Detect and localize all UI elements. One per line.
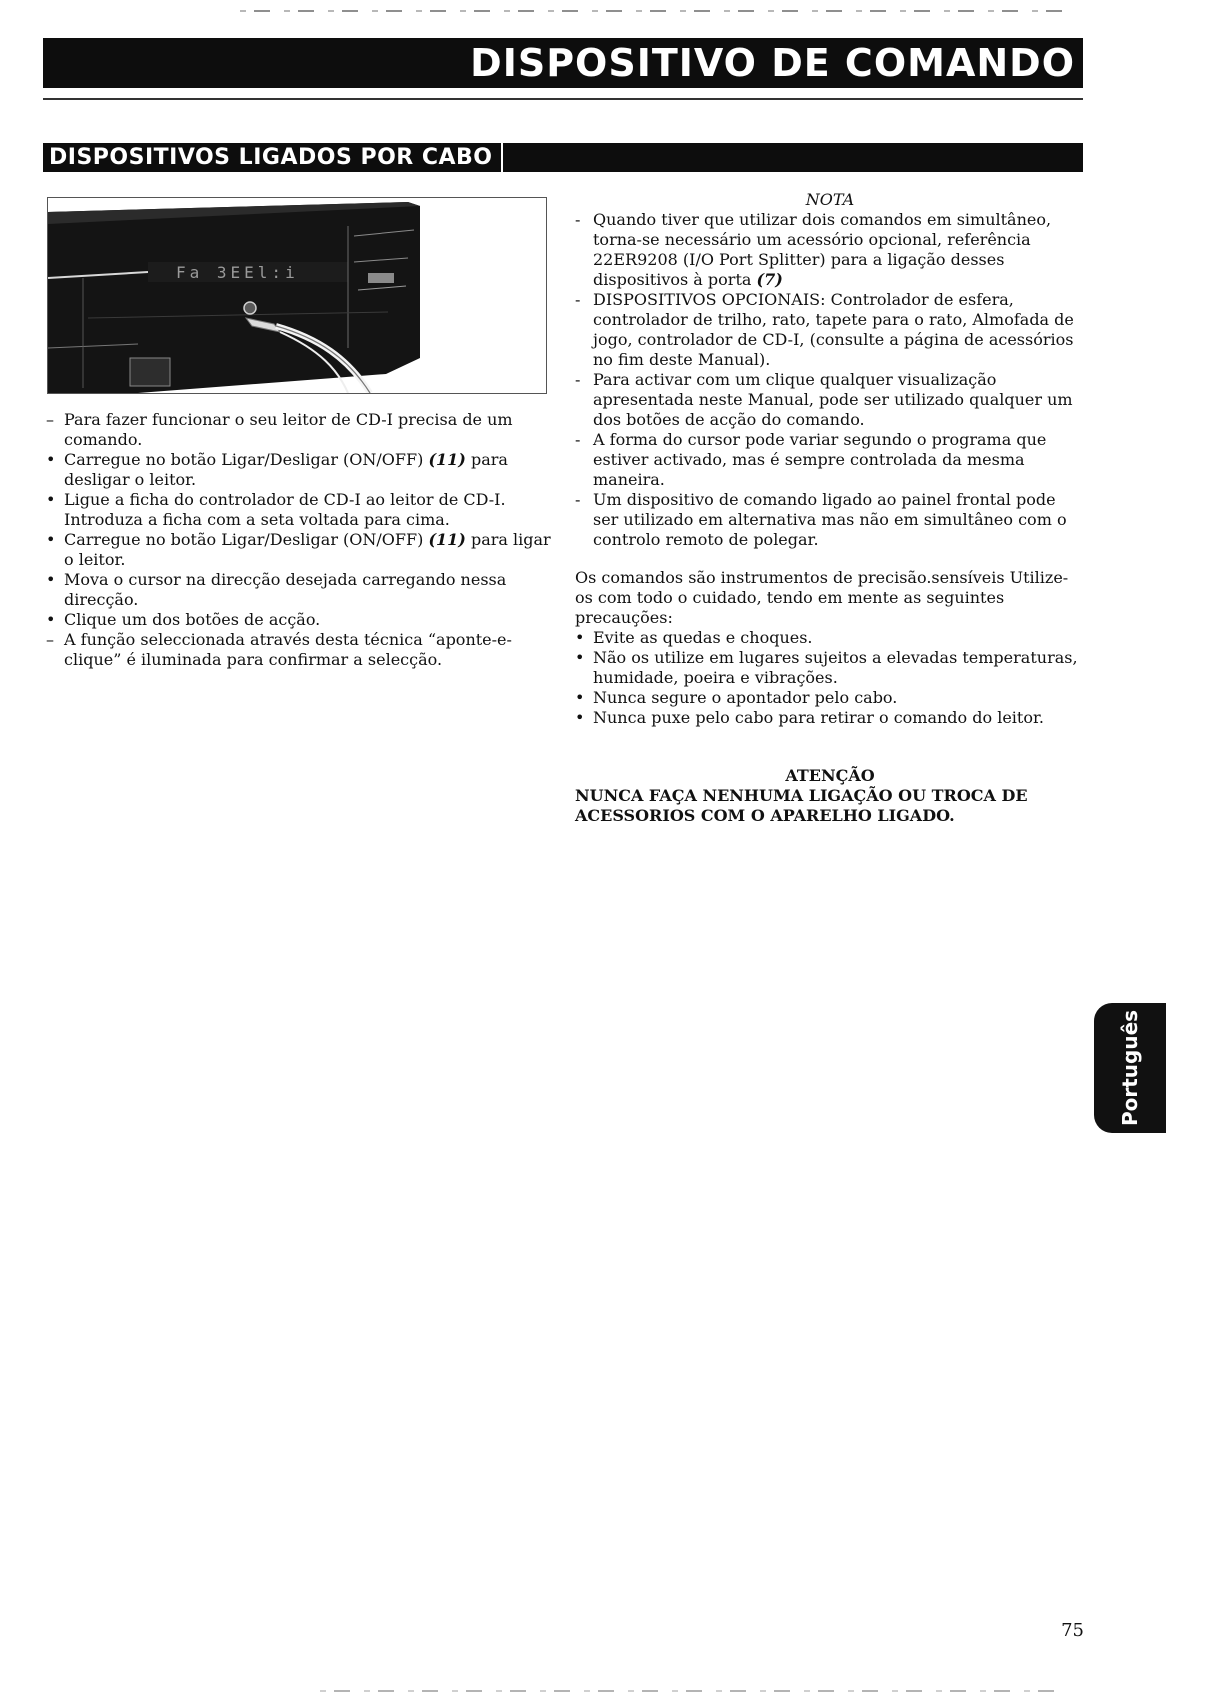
instruction-list <box>46 410 556 670</box>
language-label: Português <box>1118 1009 1142 1127</box>
item-text: Evite as quedas e choques. <box>593 628 813 647</box>
list-item <box>575 210 1085 290</box>
item-text: A função seleccionada através desta técnica “aponte-e-clique” é iluminada para confirmar a selecção. <box>64 630 512 669</box>
item-text: Ligue a ficha do controlador de CD-I ao leitor de CD-I. Introduza a ficha com a seta voltada para cima. <box>64 490 506 529</box>
item-text: Mova o cursor na direcção desejada carregando nessa direcção. <box>64 570 507 609</box>
list-marker: • <box>46 490 56 509</box>
reference-number: (7) <box>756 270 783 289</box>
section-tab <box>43 143 503 172</box>
list-marker: • <box>575 688 585 707</box>
list-marker: - <box>575 290 581 309</box>
item-text: Não os utilize em lugares sujeitos a elevadas temperaturas, humidade, poeira e vibrações. <box>593 648 1078 687</box>
list-marker: – <box>46 630 54 649</box>
warning-block <box>575 766 1085 826</box>
section-bar <box>43 143 1083 172</box>
list-item <box>46 410 556 450</box>
list-item <box>575 708 1085 728</box>
list-marker: • <box>575 708 585 727</box>
reference-number: (11) <box>428 530 466 549</box>
list-item <box>575 290 1085 370</box>
list-marker: – <box>46 410 54 429</box>
list-marker: - <box>575 370 581 389</box>
scan-artifact-top <box>240 10 1070 12</box>
note-heading: NOTA <box>805 190 855 209</box>
item-text: Clique um dos botões de acção. <box>64 610 321 629</box>
section-title: DISPOSITIVOS LIGADOS POR CABO <box>49 145 493 170</box>
item-text: Para fazer funcionar o seu leitor de CD-I precisa de um comando. <box>64 410 513 449</box>
list-marker: • <box>46 450 56 469</box>
item-text: Carregue no botão Ligar/Desligar (ON/OFF) <box>64 450 429 469</box>
header-rule <box>43 98 1083 100</box>
warning-heading: ATENÇÃO <box>785 766 875 785</box>
reference-number: (11) <box>428 450 466 469</box>
item-text: Nunca puxe pelo cabo para retirar o comando do leitor. <box>593 708 1044 727</box>
list-marker: • <box>46 570 56 589</box>
page-title: DISPOSITIVO DE COMANDO <box>470 41 1075 85</box>
list-item <box>46 530 556 570</box>
list-item <box>46 610 556 630</box>
list-marker: - <box>575 210 581 229</box>
list-item <box>575 490 1085 550</box>
page-number: 75 <box>1061 1620 1084 1641</box>
item-text: para ligar o leitor. <box>64 530 551 569</box>
item-text: para desligar o leitor. <box>64 450 508 489</box>
list-marker: • <box>46 530 56 549</box>
player-display-glyphs: Fa 3EEl:i <box>176 263 299 282</box>
list-item <box>575 688 1085 708</box>
right-column <box>575 190 1085 826</box>
player-drawing <box>48 198 546 393</box>
item-text: Um dispositivo de comando ligado ao painel frontal pode ser utilizado em alternativa mas não em simultâneo com o controlo remoto de polegar. <box>593 490 1067 549</box>
list-item <box>46 490 556 530</box>
list-marker: - <box>575 430 581 449</box>
item-text: Nunca segure o apontador pelo cabo. <box>593 688 898 707</box>
item-text: DISPOSITIVOS OPCIONAIS: Controlador de esfera, controlador de trilho, rato, tapete para o rato, Almofada de jogo, controlador de CD-I, (consulte a página de acessórios no fim deste Manual). <box>593 290 1074 369</box>
precaution-list <box>575 628 1085 728</box>
cdi-player-illustration <box>47 197 547 394</box>
list-marker: • <box>575 628 585 647</box>
item-text: A forma do cursor pode variar segundo o programa que estiver activado, mas é sempre controlada da mesma maneira. <box>593 430 1047 489</box>
precaution-intro: Os comandos são instrumentos de precisão.sensíveis Utilize-os com todo o cuidado, tendo em mente as seguintes precauções: <box>575 568 1069 627</box>
list-marker: • <box>575 648 585 667</box>
list-item <box>575 628 1085 648</box>
item-text: Carregue no botão Ligar/Desligar (ON/OFF) <box>64 530 429 549</box>
item-text: Para activar com um clique qualquer visualização apresentada neste Manual, pode ser utilizado qualquer um dos botões de acção do comando. <box>593 370 1073 429</box>
note-list <box>575 210 1085 550</box>
list-item <box>575 370 1085 430</box>
list-marker: - <box>575 490 581 509</box>
list-item <box>46 450 556 490</box>
left-column <box>46 410 556 670</box>
list-item <box>46 570 556 610</box>
warning-text: NUNCA FAÇA NENHUMA LIGAÇÃO OU TROCA DE ACESSORIOS COM O APARELHO LIGADO. <box>575 786 1028 825</box>
list-item <box>46 630 556 670</box>
item-text: Quando tiver que utilizar dois comandos em simultâneo, torna-se necessário um acessório opcional, referência 22ER9208 (I/O Port Splitter) para a ligação desses dispositivos à porta <box>593 210 1052 289</box>
list-item <box>575 430 1085 490</box>
list-marker: • <box>46 610 56 629</box>
title-bar <box>43 38 1083 88</box>
list-item <box>575 648 1085 688</box>
language-tab <box>1094 1003 1166 1133</box>
scan-artifact-bottom <box>320 1690 1060 1692</box>
